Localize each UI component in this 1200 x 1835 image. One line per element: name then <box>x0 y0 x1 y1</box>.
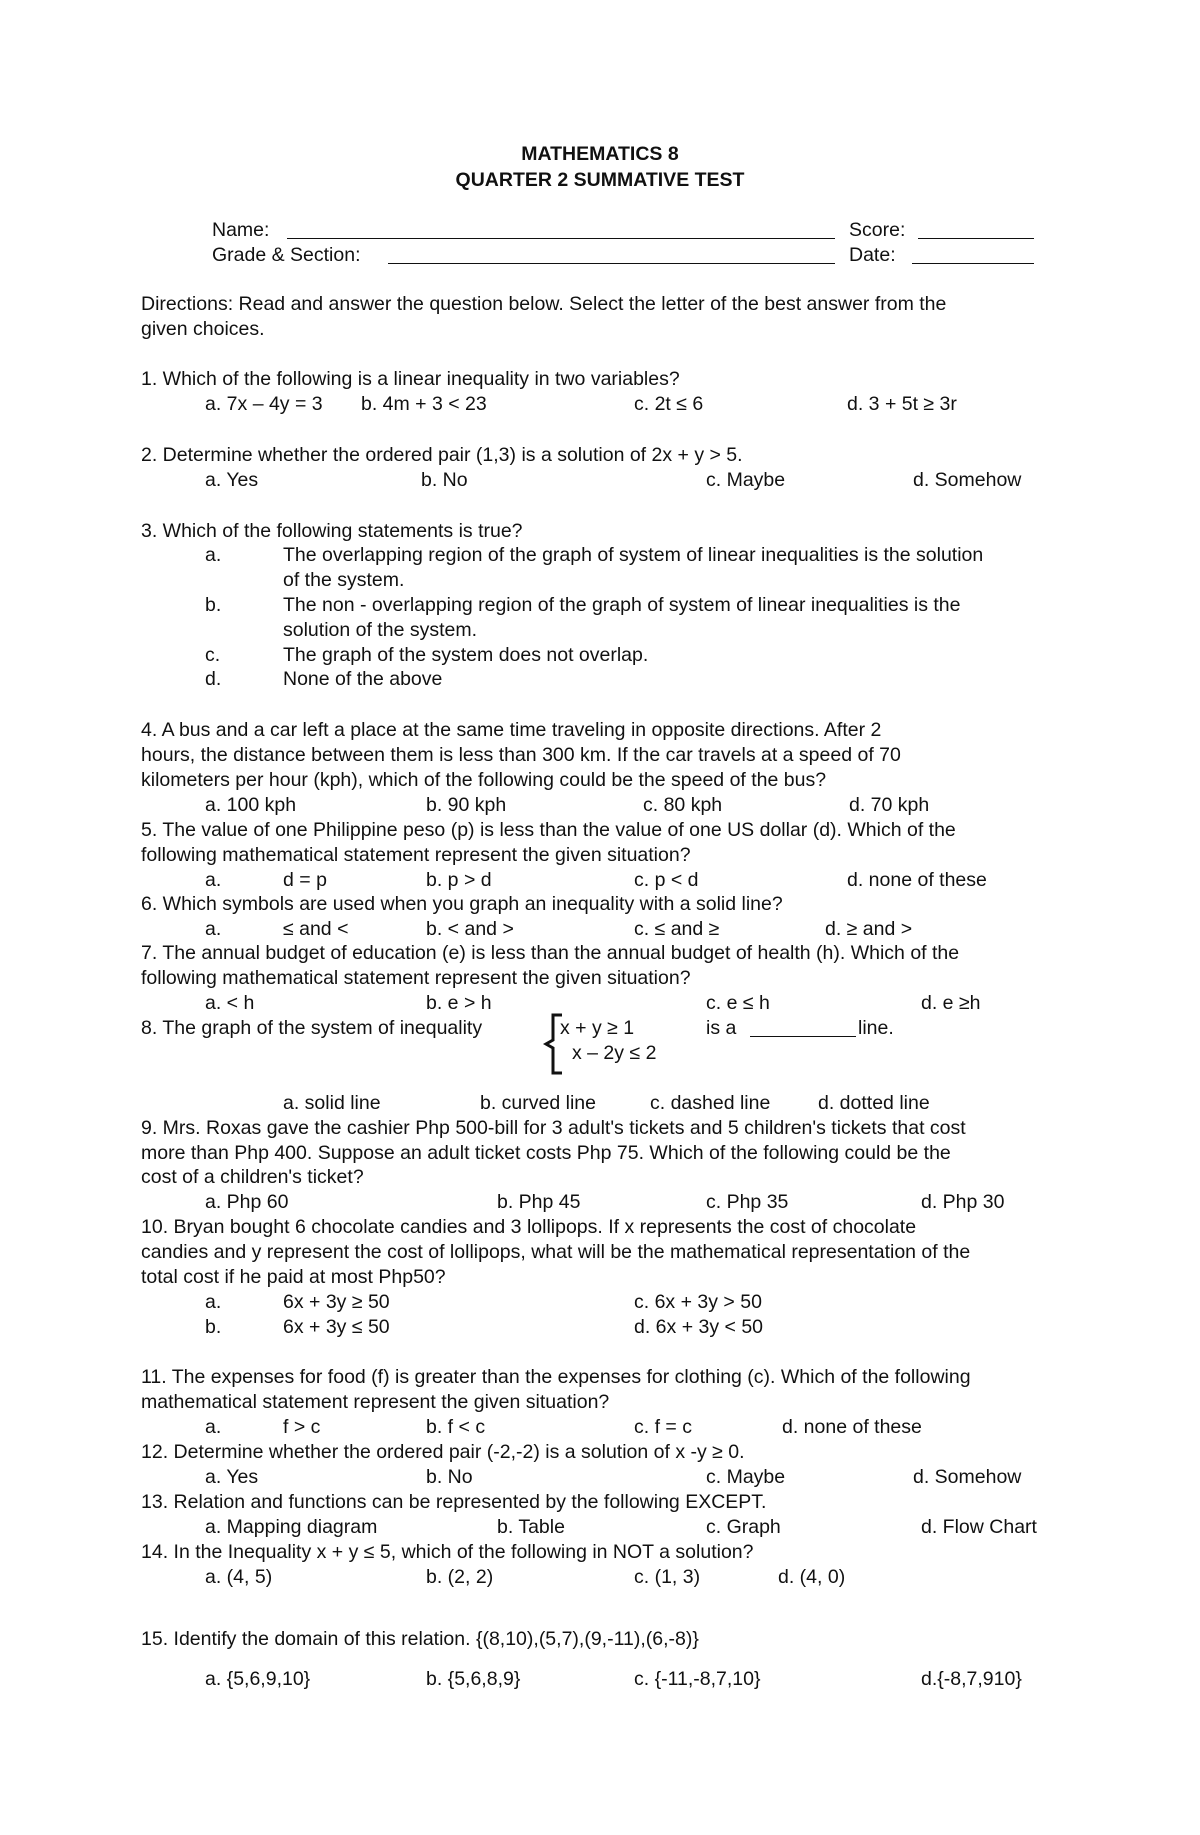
q8-inequality-1: x + y ≥ 1 <box>560 1017 635 1039</box>
q10-choice-d[interactable]: d. 6x + 3y < 50 <box>634 1316 764 1338</box>
question-7-line-2: following mathematical statement represent the given situation? <box>141 967 691 989</box>
q13-choice-b[interactable]: b. Table <box>497 1516 565 1538</box>
question-13-stem: 13. Relation and functions can be represented by the following EXCEPT. <box>141 1491 767 1513</box>
q7-choice-b[interactable]: b. e > h <box>426 992 492 1014</box>
q11-choice-b[interactable]: b. f < c <box>426 1416 486 1438</box>
q2-choice-a[interactable]: a. Yes <box>205 469 259 491</box>
q3-choice-b-text-cont: solution of the system. <box>283 619 478 641</box>
q10-choice-b-letter[interactable]: b. <box>205 1316 222 1338</box>
q8-choice-c[interactable]: c. dashed line <box>650 1092 771 1114</box>
q12-choice-a[interactable]: a. Yes <box>205 1466 259 1488</box>
q5-choice-a-letter[interactable]: a. <box>205 869 222 891</box>
question-4-line-1: 4. A bus and a car left a place at the same time traveling in opposite directions. After 2 <box>141 719 882 741</box>
q11-choice-d[interactable]: d. none of these <box>782 1416 922 1438</box>
question-5-line-2: following mathematical statement represent the given situation? <box>141 844 691 866</box>
q8-answer-blank[interactable] <box>750 1036 856 1037</box>
name-label: Name: <box>212 219 270 241</box>
question-10-line-3: total cost if he paid at most Php50? <box>141 1266 446 1288</box>
q15-choice-d[interactable]: d.{-8,7,910} <box>921 1668 1022 1690</box>
q5-choice-c[interactable]: c. p < d <box>634 869 699 891</box>
q14-choice-d[interactable]: d. (4, 0) <box>778 1566 846 1588</box>
q7-choice-c[interactable]: c. e ≤ h <box>706 992 770 1014</box>
question-4-line-3: kilometers per hour (kph), which of the following could be the speed of the bus? <box>141 769 827 791</box>
question-9-line-2: more than Php 400. Suppose an adult ticket costs Php 75. Which of the following could be the <box>141 1142 951 1164</box>
question-1-stem: 1. Which of the following is a linear inequality in two variables? <box>141 368 680 390</box>
q13-choice-d[interactable]: d. Flow Chart <box>921 1516 1037 1538</box>
q4-choice-d[interactable]: d. 70 kph <box>849 794 930 816</box>
q6-choice-c[interactable]: c. ≤ and ≥ <box>634 918 720 940</box>
q8-choice-a[interactable]: a. solid line <box>283 1092 381 1114</box>
q7-choice-a[interactable]: a. < h <box>205 992 255 1014</box>
q5-choice-d[interactable]: d. none of these <box>847 869 987 891</box>
q14-choice-b[interactable]: b. (2, 2) <box>426 1566 494 1588</box>
q3-choice-a-letter[interactable]: a. <box>205 544 222 566</box>
date-field[interactable] <box>912 263 1034 264</box>
name-field[interactable] <box>287 238 835 239</box>
q3-choice-b-text[interactable]: The non - overlapping region of the graph of system of linear inequalities is the <box>283 594 961 616</box>
q3-choice-a-text[interactable]: The overlapping region of the graph of system of linear inequalities is the solution <box>283 544 984 566</box>
q14-choice-c[interactable]: c. (1, 3) <box>634 1566 701 1588</box>
q14-choice-a[interactable]: a. (4, 5) <box>205 1566 273 1588</box>
question-2-stem: 2. Determine whether the ordered pair (1,3) is a solution of 2x + y > 5. <box>141 444 743 466</box>
q2-choice-d[interactable]: d. Somehow <box>913 469 1022 491</box>
q6-choice-a-letter[interactable]: a. <box>205 918 222 940</box>
q3-choice-b-letter[interactable]: b. <box>205 594 222 616</box>
q11-choice-c[interactable]: c. f = c <box>634 1416 692 1438</box>
q9-choice-a[interactable]: a. Php 60 <box>205 1191 289 1213</box>
q9-choice-d[interactable]: d. Php 30 <box>921 1191 1005 1213</box>
q7-choice-d[interactable]: d. e ≥h <box>921 992 981 1014</box>
q1-choice-d[interactable]: d. 3 + 5t ≥ 3r <box>847 393 957 415</box>
q9-choice-c[interactable]: c. Php 35 <box>706 1191 789 1213</box>
q15-choice-a[interactable]: a. {5,6,9,10} <box>205 1668 311 1690</box>
question-5-line-1: 5. The value of one Philippine peso (p) is less than the value of one US dollar (d). Which of the <box>141 819 956 841</box>
q10-choice-a[interactable]: 6x + 3y ≥ 50 <box>283 1291 390 1313</box>
q8-is-a: is a <box>706 1017 737 1039</box>
q2-choice-c[interactable]: c. Maybe <box>706 469 786 491</box>
q3-choice-d-text[interactable]: None of the above <box>283 668 443 690</box>
question-14-stem: 14. In the Inequality x + y ≤ 5, which of the following in NOT a solution? <box>141 1541 754 1563</box>
q5-choice-a[interactable]: d = p <box>283 869 327 891</box>
q2-choice-b[interactable]: b. No <box>421 469 468 491</box>
q15-choice-b[interactable]: b. {5,6,8,9} <box>426 1668 521 1690</box>
q8-choice-b[interactable]: b. curved line <box>480 1092 596 1114</box>
q5-choice-b[interactable]: b. p > d <box>426 869 492 891</box>
q12-choice-b[interactable]: b. No <box>426 1466 473 1488</box>
question-3-stem: 3. Which of the following statements is true? <box>141 520 523 542</box>
q10-choice-a-letter[interactable]: a. <box>205 1291 222 1313</box>
date-label: Date: <box>849 244 896 266</box>
q3-choice-a-text-cont: of the system. <box>283 569 405 591</box>
q12-choice-d[interactable]: d. Somehow <box>913 1466 1022 1488</box>
directions-line-1: Directions: Read and answer the question below. Select the letter of the best answer from the <box>141 293 947 315</box>
question-4-line-2: hours, the distance between them is less than 300 km. If the car travels at a speed of 70 <box>141 744 901 766</box>
grade-section-label: Grade & Section: <box>212 244 361 266</box>
test-title: QUARTER 2 SUMMATIVE TEST <box>455 169 745 191</box>
question-8-stem: 8. The graph of the system of inequality <box>141 1017 483 1039</box>
q8-line-word: line. <box>858 1017 894 1039</box>
question-6-stem: 6. Which symbols are used when you graph an inequality with a solid line? <box>141 893 783 915</box>
q9-choice-b[interactable]: b. Php 45 <box>497 1191 581 1213</box>
question-11-line-2: mathematical statement represent the given situation? <box>141 1391 610 1413</box>
question-10-line-1: 10. Bryan bought 6 chocolate candies and 3 lollipops. If x represents the cost of chocolate <box>141 1216 917 1238</box>
grade-section-field[interactable] <box>388 263 835 264</box>
q3-choice-c-text[interactable]: The graph of the system does not overlap. <box>283 644 649 666</box>
q13-choice-c[interactable]: c. Graph <box>706 1516 781 1538</box>
q11-choice-a[interactable]: f > c <box>283 1416 321 1438</box>
question-11-line-1: 11. The expenses for food (f) is greater than the expenses for clothing (c). Which of the following <box>141 1366 971 1388</box>
question-10-line-2: candies and y represent the cost of lollipops, what will be the mathematical representation of the <box>141 1241 971 1263</box>
q4-choice-b[interactable]: b. 90 kph <box>426 794 507 816</box>
q1-choice-c[interactable]: c. 2t ≤ 6 <box>634 393 704 415</box>
q6-choice-a[interactable]: ≤ and < <box>283 918 349 940</box>
q12-choice-c[interactable]: c. Maybe <box>706 1466 786 1488</box>
question-7-line-1: 7. The annual budget of education (e) is less than the annual budget of health (h). Which of the <box>141 942 960 964</box>
score-label: Score: <box>849 219 906 241</box>
q6-choice-b[interactable]: b. < and > <box>426 918 514 940</box>
q13-choice-a[interactable]: a. Mapping diagram <box>205 1516 378 1538</box>
test-subject-title: MATHEMATICS 8 <box>521 143 679 165</box>
score-field[interactable] <box>918 238 1034 239</box>
q1-choice-a[interactable]: a. 7x – 4y = 3 <box>205 393 323 415</box>
q6-choice-d[interactable]: d. ≥ and > <box>825 918 913 940</box>
q15-choice-c[interactable]: c. {-11,-8,7,10} <box>634 1668 761 1690</box>
q8-inequality-2: x – 2y ≤ 2 <box>572 1042 657 1064</box>
q11-choice-a-letter[interactable]: a. <box>205 1416 222 1438</box>
question-9-line-3: cost of a children's ticket? <box>141 1166 364 1188</box>
question-12-stem: 12. Determine whether the ordered pair (-2,-2) is a solution of x -y ≥ 0. <box>141 1441 745 1463</box>
q3-choice-c-letter[interactable]: c. <box>205 644 221 666</box>
question-15-stem: 15. Identify the domain of this relation. {(8,10),(5,7),(9,-11),(6,-8)} <box>141 1628 699 1650</box>
question-9-line-1: 9. Mrs. Roxas gave the cashier Php 500-bill for 3 adult's tickets and 5 children's tickets that cost <box>141 1117 966 1139</box>
q3-choice-d-letter[interactable]: d. <box>205 668 222 690</box>
directions-line-2: given choices. <box>141 318 265 340</box>
q4-choice-c[interactable]: c. 80 kph <box>643 794 723 816</box>
q10-choice-b[interactable]: 6x + 3y ≤ 50 <box>283 1316 390 1338</box>
q8-choice-d[interactable]: d. dotted line <box>818 1092 930 1114</box>
q4-choice-a[interactable]: a. 100 kph <box>205 794 297 816</box>
q1-choice-b[interactable]: b. 4m + 3 < 23 <box>361 393 487 415</box>
q10-choice-c[interactable]: c. 6x + 3y > 50 <box>634 1291 762 1313</box>
